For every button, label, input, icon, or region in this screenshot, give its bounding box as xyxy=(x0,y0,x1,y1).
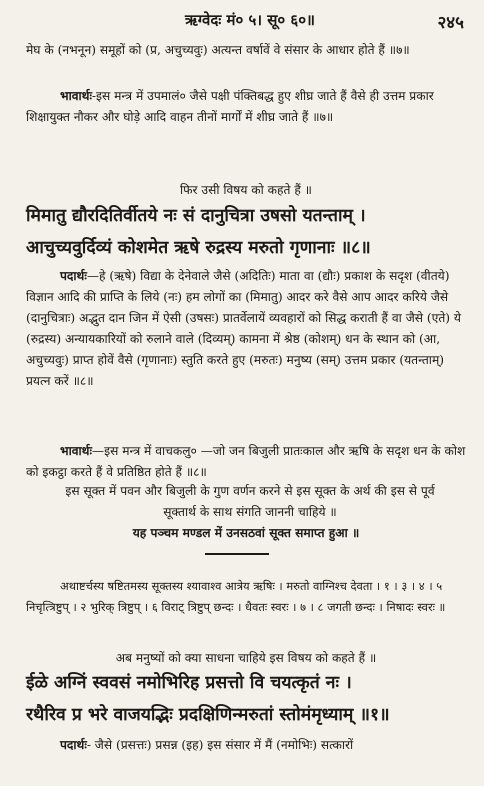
running-title: ऋग्वेदः मं० ५। सू० ६०॥ xyxy=(184,11,315,29)
padarth-1 xyxy=(26,735,466,756)
padarth-label: पदार्थः xyxy=(60,738,87,752)
padarth-text: —हे (ऋषे) विद्या के देनेवाले जैसे (अदितिः) माता वा (द्यौः) प्रकाश के सदृश (वीतये) विज्ञान आदि की प्राप्ति के लिये (नः) हम लोगों का (मिमातु) आदर करे वैसे आप आदर करिये जैसे (दानुचित्राः) अद्भुत दान जिन में ऐसी (उषसः) प्रातर्वेलायें व्यवहारों को सिद्ध कराती हैं वा जैसे (एते) ये (रुद्रस्य) अन्यायकारियों को रुलाने वाले (दिव्यम्) कामना में श्रेष्ठ (कोशम्) धन के स्थान को (आ, अचुच्यवुः) प्राप्त होवें वैसे (गृणानाः) स्तुति करते हुए (मरुतः) मनुष्य (सम्) उत्तम प्रकार (यतन्ताम्) प्रयत्न करें ॥८॥ xyxy=(26,269,462,388)
bhavarth-text: -इस मन्त्र में उपमालं० जैसे पक्षी पंक्तिबद्ध हुए शीघ्र जाते हैं वैसे ही उत्तम प्रकार शिक्षायुक्त नौकर और घोड़े आदि वाहन तीनों मार्गों में शीघ्र जाते हैं ॥७॥ xyxy=(26,89,434,124)
page-header xyxy=(0,10,484,34)
padarth-8 xyxy=(26,266,466,392)
bhavarth-label: भावार्थः xyxy=(60,444,92,458)
bhavarth-8 xyxy=(26,441,466,483)
sukta-intro: अथाष्टर्चस्य षष्टितमस्य सूक्तस्य श्यावाश्व आत्रेय ऋषिः । मरुतो वाग्निश्च देवता । १ । ३ । ४ । ५ निचृत्त्रिष्टुप् । २ भुरिक् त्रिष्टुप् । ६ विराट् त्रिष्टुप् छन्दः । धैवतः स्वरः । ७ । ८ जगती छन्दः । निषादः स्वरः ॥ xyxy=(26,579,446,614)
bhavarth-7 xyxy=(26,86,466,128)
sukta-summary: इस सूक्त में पवन और बिजुली के गुण वर्णन करने से इस सूक्त के अर्थ की इस से पूर्व सूक्तार्थ के साथ संगति जाननी चाहिये ॥ xyxy=(65,484,435,519)
mantra-8-line-1: मिमातु द्यौरदितिर्वीतये नः सं दानुचित्रा उषसो यतन्ताम् । xyxy=(26,206,366,226)
padarth-label: पदार्थः xyxy=(60,269,87,283)
mantra-8-line-2: आचुच्यवुर्दिव्यं कोशमेत ऋषे रुद्रस्य मरुतो गृणानाः ॥८॥ xyxy=(26,238,371,258)
bhavarth-text: —इस मन्त्र में वाचकलु० —जो जन बिजुली प्रातःकाल और ऋषि के सदृश धन के कोश को इकट्ठा करते हैं वे प्रतिष्ठित होते हैं ॥८॥ xyxy=(26,444,466,479)
section-divider xyxy=(205,553,269,555)
previous-padarth-end: मेघ के (नभनून) समूहों को (प्र, अचुच्यवुः) अत्यन्त वर्षावें वे संसार के आधार होते हैं ॥७॥ xyxy=(26,43,410,57)
padarth-text: - जैसे (प्रसत्तः) प्रसन्न (इह) इस संसार में मैं (नमोभिः) सत्कारों xyxy=(86,738,354,752)
bhavarth-label: भावार्थः xyxy=(60,89,92,103)
subject-intro: फिर उसी विषय को कहते हैं ॥ xyxy=(180,183,312,197)
page-number: २४५ xyxy=(437,13,464,33)
subject-intro: अब मनुष्यों को क्या साधना चाहिये इस विषय को कहते हैं ॥ xyxy=(115,651,377,665)
mantra-1-line-1: ईळे अग्निं स्ववसं नमोभिरिह प्रसत्तो वि चयत्कृतं नः । xyxy=(26,673,352,693)
mantra-1-line-2: रथैरिव प्र भरे वाजयद्भिः प्रदक्षिणिन्मरुतां स्तोमंमृध्याम् ॥१॥ xyxy=(26,705,390,725)
sukta-closing: यह पञ्चम मण्डल में उनसठवां सूक्त समाप्त हुआ ॥ xyxy=(132,526,360,540)
